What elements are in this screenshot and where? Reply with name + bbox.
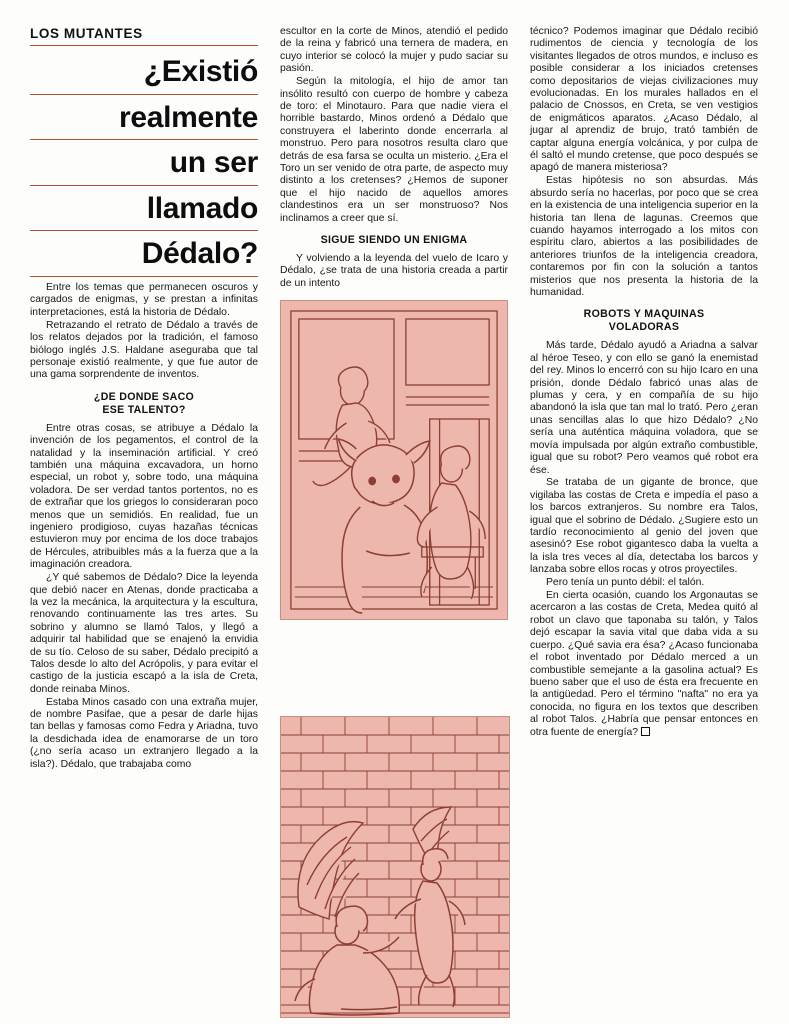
subheading-talento	[30, 391, 258, 417]
kicker-rule	[30, 45, 258, 46]
paragraph: Se trataba de un gigante de bronce, que vigilaba las costas de Creta e impedía el paso a los barcos extranjeros. Su nombre era Talos, igual que el sobrino de Dédalo. ¿Sugiere esto un tardío reconocimiento al genio del joven que asesinó? Ese robot gigantesco daba la vuelta a la isla tres veces al día, detectaba los barcos y lanzaba sobre ellos rocas y otros proyectiles.	[530, 477, 758, 576]
subheading-line-1: ¿DE DONDE SACO	[93, 390, 195, 403]
paragraph: Más tarde, Dédalo ayudó a Ariadna a salvar al héroe Teseo, y con ello se ganó la enemistad del rey. Minos lo encerró con su hijo Icaro en una prisión, donde Dédalo fabricó unas alas de plumas y cera, y en compañía de su hijo abandonó la isla que tan mal lo trató. Pero ¿eran unas sencillas alas lo que hizo Dédalo? ¿No sería una auténtica máquina voladora, que se movía impulsada por algún extraño combustible, igual que su robot? Pero veamos qué robot era ése.	[530, 340, 758, 476]
end-of-article-mark	[641, 727, 650, 736]
paragraph: escultor en la corte de Minos, atendió el pedido de la reina y fabricó una ternera de madera, en cuyo interior se colocó la mujer y pudo saciar su pasión.	[280, 26, 508, 75]
subheading-line-1: ROBOTS Y MAQUINAS	[583, 308, 705, 321]
paragraph-final	[530, 590, 758, 739]
subheading-line-2: VOLADORAS	[608, 321, 680, 334]
paragraph: Entre los temas que permanecen oscuros y cargados de enigmas, y se prestan a infinitas interpretaciones, está la historia de Dédalo.	[30, 281, 258, 318]
headline-line-5: Dédalo?	[30, 236, 258, 277]
icarus-artwork	[281, 717, 509, 1017]
page-title	[30, 54, 258, 277]
subheading-robots	[530, 308, 758, 334]
paragraph: Pero tenía un punto débil: el talón.	[546, 577, 705, 589]
headline-line-1: ¿Existió	[30, 54, 258, 95]
icarus-wings-illustration	[280, 716, 510, 1018]
paragraph: Según la mitología, el hijo de amor tan insólito resultó con cuerpo de hombre y cabeza de toro: el Minotauro. Para que nadie viera el horrible bastardo, Minos ordenó a Dédalo que construyera el laberinto donde encerrarla al monstruo. Pero para nosotros resulta claro que detrás de esa farsa se oculta un misterio. ¿Era el Toro un ser venido de otra parte, de aspecto muy distinto a los cretenses? ¿Hemos de suponer que el hijo nacido de aquellos amores clandestinos era un ser monstruoso? Nos inclinamos a creer que sí.	[280, 76, 508, 224]
subheading-line-2: ESE TALENTO?	[102, 403, 186, 416]
minotaur-illustration	[280, 300, 508, 620]
headline-line-2: realmente	[30, 100, 258, 141]
headline-line-4: llamado	[30, 191, 258, 232]
paragraph: Entre otras cosas, se atribuye a Dédalo la invención de los pegamentos, el control de la natalidad y la inseminación artificial. Y creó también una máquina excavadora, un horno especial, un robot y, sobre todo, una máquina voladora. De ser verdad tantos portentos, no es de extrañar que los griegos lo consideraran poco menos que un semidiós. En realidad, fue un ingeniero prodigioso, cuyas hazañas técnicas estuvieron muy por encima de los doce trabajos de Hércules, atribuibles más a la fuerza que a la imaginación creadora.	[30, 422, 258, 571]
paragraph: Y volviendo a la leyenda del vuelo de Icaro y Dédalo, ¿se trata de una historia creada a partir de un intento	[280, 253, 508, 289]
section-kicker: LOS MUTANTES	[30, 26, 143, 41]
column-one	[30, 26, 258, 1006]
column-three	[530, 26, 758, 1006]
paragraph: técnico? Podemos imaginar que Dédalo recibió rudimentos de ciencia y tecnología de los visitantes llegados de otros mundos, e incluso es posible considerar a los iniciados cretenses como depositarios de viejas civilizaciones muy evolucionadas. En los murales hallados en el palacio de Cnossos, en Creta, se ven vestigios de enigmáticos aparatos. ¿Acaso Dédalo, al jugar al aprendiz de brujo, trató también de captar alguna energía volcánica, y por culpa de él saltó el mundo cretense, que poco después se apagó de manera misteriosa?	[530, 26, 758, 174]
minotaur-artwork	[281, 301, 507, 619]
paragraph: ¿Y qué sabemos de Dédalo? Dice la leyenda que debió nacer en Atenas, donde practicaba a la vez la mecánica, la arquitectura y la escultura, renovando continuamente las tres artes. Su sobrino y alumno se llamó Talos, y llegó a adquirir tal habilidad que se enajenó la envidia de su tío. Celoso de su saber, Dédalo precipitó a Talos desde lo alto del Acrópolis, y para evitar el castigo de la justicia escapó a la isla de Creta, donde reinaba Minos.	[30, 572, 258, 695]
paragraph: Estas hipótesis no son absurdas. Más absurdo sería no hacerlas, por poco que se crea en la existencia de una inteligencia superior en la historia tan llena de lagunas. Creemos que cuando hayamos interrogado a los mitos con espíritu claro, abiertos a las posibilidades de anteriores triunfos de la inteligencia creadora, contaremos por fin con la solución a tantos misterios que nos presenta la historia de la humanidad.	[530, 175, 758, 299]
paragraph: Estaba Minos casado con una extraña mujer, de nombre Pasifae, que a pesar de darle hijas tan bellas y famosas como Fedra y Ariadna, tuvo la desdichada idea de enamorarse de un toro (¿no sería acaso un extranjero llegado a la isla?). Dédalo, que trabajaba como	[30, 696, 258, 770]
headline-line-3: un ser	[30, 145, 258, 186]
paragraph: Retrazando el retrato de Dédalo a través de los relatos dejados por la tradición, el famoso biólogo inglés J.S. Haldane aseguraba que tal personaje existió realmente, y que fue autor de una gama sorprendente de inventos.	[30, 319, 258, 381]
paragraph-text: En cierta ocasión, cuando los Argonautas se acercaron a las costas de Creta, Medea quitó al robot un clavo que taponaba su talón, y Talos dejó escapar la savia vital que daba vida a su cuerpo. ¿Qué savia era ésa? ¿Acaso funcionaba el robot inventado por Dédalo merced a un combustible semejante a la gasolina actual? Es bueno saber que el uso de ésta era frecuente en la antigüedad. Pero el término "nafta" no era ya conocida, no figura en los textos que describen al robot Talos. ¿Habría que pensar entonces en otra fuente de energía?	[530, 590, 758, 738]
subheading-enigma: SIGUE SIENDO UN ENIGMA	[320, 234, 468, 246]
